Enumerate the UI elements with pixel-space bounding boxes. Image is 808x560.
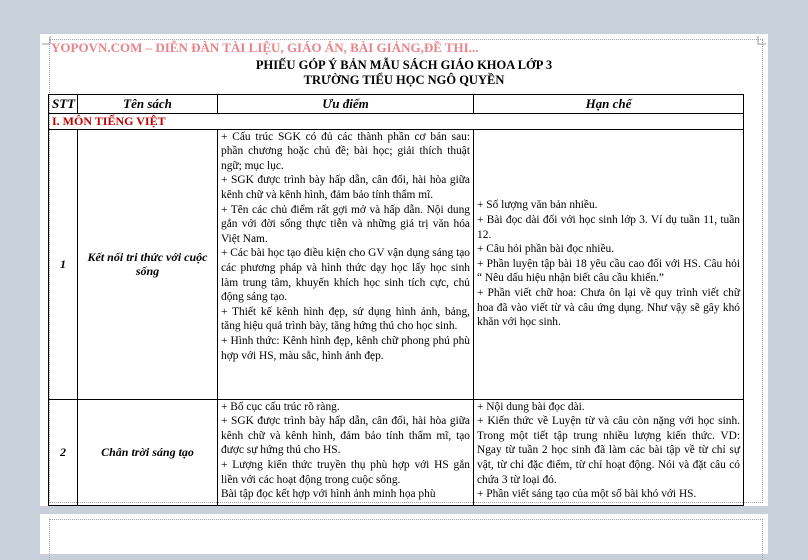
cons-cell (474, 129, 744, 399)
cons-item: + Câu hỏi phần bài đọc nhiều. (477, 243, 615, 256)
pros-item: + Bố cục cấu trúc rõ ràng. (221, 400, 340, 413)
cons-cell (474, 399, 744, 505)
header-book-name: Tên sách (78, 95, 218, 114)
cons-item: + Phần luyện tập bài 18 yêu cầu cao đối với HS. Câu hỏi “ Nêu dấu hiệu nhận biết câu cầu khiến.” (477, 257, 740, 285)
school-name: TRƯỜNG TIỂU HỌC NGÔ QUYỀN (303, 73, 505, 87)
section-row (49, 114, 744, 130)
section-title: I. MÔN TIẾNG VIỆT (49, 114, 744, 130)
next-document-page (40, 514, 768, 554)
table-row (49, 129, 744, 399)
header-stt: STT (49, 95, 78, 114)
row-number: 1 (49, 129, 78, 399)
book-name: Chân trời sáng tạo (78, 399, 218, 505)
table-row (49, 399, 744, 505)
feedback-table (48, 94, 744, 506)
pros-item: Bài tập đọc kết hợp với hình ảnh minh họa phù (221, 488, 436, 501)
pros-item: + Thiết kế kênh hình đẹp, sử dụng hình ảnh, bảng, tăng hiệu quả trình bày, tăng hứng thú cho học sinh. (221, 305, 470, 333)
page-corner-mark (756, 36, 766, 46)
document-title: PHIẾU GÓP Ý BẢN MẪU SÁCH GIÁO KHOA LỚP 3 (255, 58, 553, 72)
text-boundary (49, 519, 763, 560)
cons-item: + Số lượng văn bản nhiều. (477, 199, 598, 212)
document-page (40, 34, 768, 506)
cons-item: + Nội dung bài đọc dài. (477, 400, 585, 413)
book-name: Kết nối tri thức với cuộc sống (78, 129, 218, 399)
pros-cell (218, 129, 474, 399)
pros-item: + Các bài học tạo điều kiện cho GV vận dụng sáng tạo các phương pháp và hình thức dạy học lấy học sinh làm trung tâm, khuyến khích học sinh tích cực, chủ động sáng tạo. (221, 247, 470, 304)
cons-item: + Kiến thức về Luyện từ và câu còn nặng với học sinh. Trong một tiết tập trung nhiều lượng kiến thức. VD: Ngay từ tuần 2 học sinh đã làm các bài tập về từ chỉ sự vật, từ chỉ đặc điểm, từ chỉ hoạt động. Nói và đặt câu có chứa 3 từ loại đó. (477, 415, 740, 486)
pros-item: + SGK được trình bày hấp dẫn, cân đối, hài hòa giữa kênh chữ và kênh hình, đảm bảo tính thẩm mĩ. (221, 174, 470, 201)
pros-item: + Lượng kiến thức truyền thụ phù hợp với HS gắn liền với các hoạt động trong cuộc sống. (221, 458, 470, 486)
cons-item: + Phần viết sáng tạo của một số bài khó với HS. (477, 488, 697, 501)
header-cons: Hạn chế (474, 95, 744, 114)
cons-item: + Bài đọc dài đối với học sinh lớp 3. Ví dụ tuần 11, tuần 12. (477, 214, 740, 241)
pros-item: + Tên các chủ điểm rất gợi mở và hấp dẫn. Nội dung gắn với đời sống thực tiễn và những giá trị văn hóa Việt Nam. (221, 203, 470, 245)
header-pros: Ưu điểm (218, 95, 474, 114)
cons-item: + Phần viết chữ hoa: Chưa ôn lại về quy trình viết chữ hoa đã vào viết từ và câu ứng dụng. Như vậy sẽ gây khó khăn với học sinh. (477, 286, 740, 329)
pros-item: + Cấu trúc SGK có đủ các thành phần cơ bản sau: phần chương hoặc chủ đề; bài học; giải thích thuật ngữ; mục lục. (221, 130, 470, 172)
pros-item: + Hình thức: Kênh hình đẹp, kênh chữ phong phú phù hợp với HS, màu sắc, hình ảnh đẹp. (221, 334, 470, 362)
row-number: 2 (49, 399, 78, 505)
pros-item: + SGK được trình bày hấp dẫn, cân đối, hài hòa giữa kênh chữ và kênh hình, đảm bảo tính thẩm mĩ, tạo được sự hứng thú cho HS. (221, 415, 470, 457)
pros-cell (218, 399, 474, 505)
table-header-row (49, 95, 744, 114)
watermark-text: YOPOVN.COM – DIỄN ĐÀN TÀI LIỆU, GIÁO ÁN, BÀI GIẢNG,ĐỀ THI... (51, 40, 479, 55)
